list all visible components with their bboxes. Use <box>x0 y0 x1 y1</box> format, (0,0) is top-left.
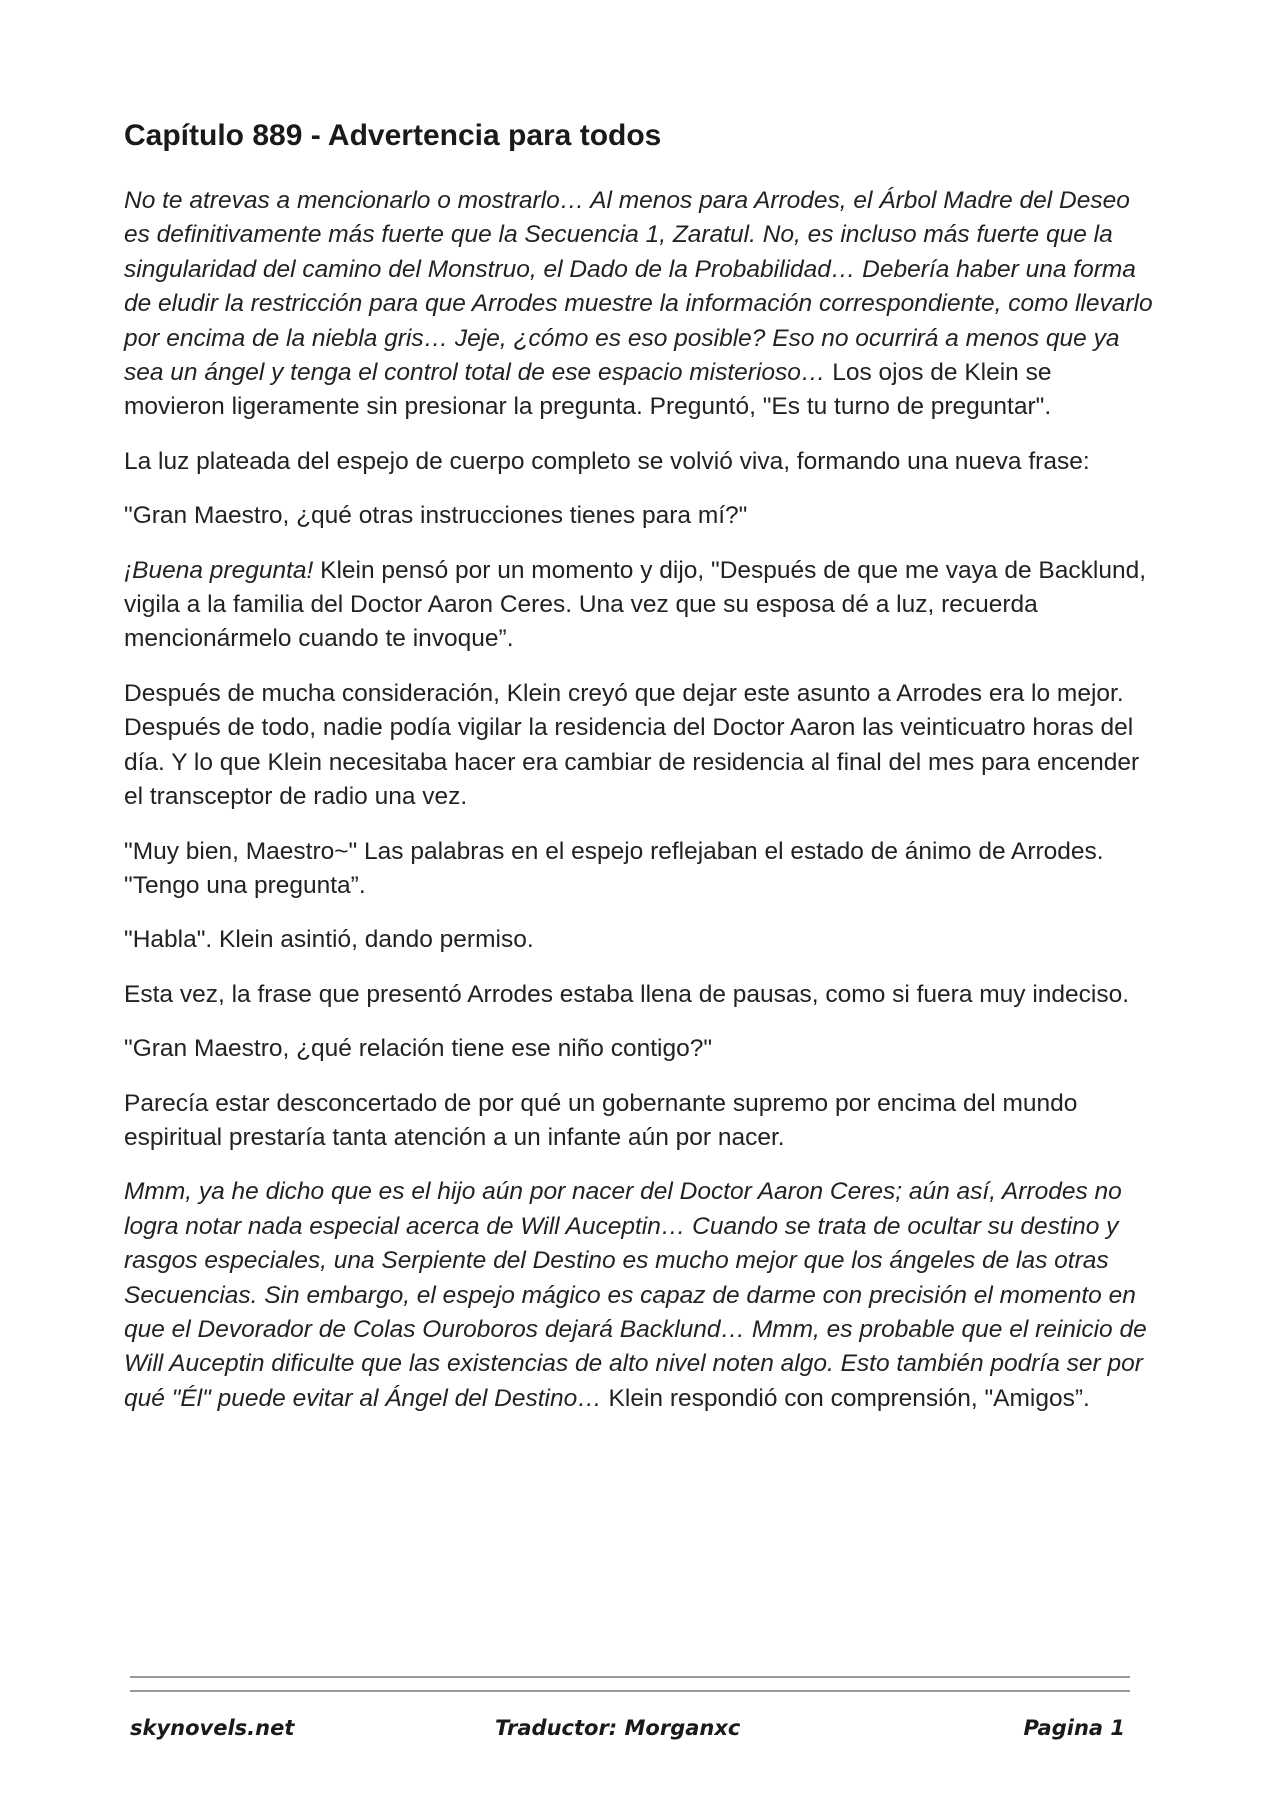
page-footer <box>130 1716 1125 1750</box>
text-segment: Esta vez, la frase que presentó Arrodes estaba llena de pausas, como si fuera muy indeciso. <box>124 980 1130 1008</box>
paragraph <box>124 1175 1154 1416</box>
text-segment: Después de mucha consideración, Klein creyó que dejar este asunto a Arrodes era lo mejor. Después de todo, nadie podía vigilar la residencia del Doctor Aaron las veinticuatro horas del día. Y lo que Klein necesitaba hacer era cambiar de residencia al final del mes para encender el transceptor de radio una vez. <box>124 679 1140 811</box>
text-segment: "Muy bien, Maestro~" Las palabras en el espejo reflejaban el estado de ánimo de Arrodes. "Tengo una pregunta”. <box>124 837 1104 899</box>
footer-divider-line <box>130 1690 1130 1692</box>
paragraph <box>124 978 1154 1012</box>
footer-site: skynovels.net <box>130 1716 295 1740</box>
italic-text: ¡Buena pregunta! <box>124 556 314 584</box>
text-segment: "Gran Maestro, ¿qué otras instrucciones tienes para mí?" <box>124 502 748 530</box>
italic-text: No te atrevas a mencionarlo o mostrarlo… Al menos para Arrodes, el Árbol Madre del Deseo es definitivamente más fuerte que la Secuencia 1, Zaratul. No, es incluso más fuerte que la singularidad del camino del Monstruo, el Dado de la Probabilidad… Debería haber una forma de eludir la restricción para que Arrodes muestre la información correspondiente, como llevarlo por encima de la niebla gris… Jeje, ¿cómo es eso posible? Eso no ocurrirá a menos que ya sea un ángel y tenga el control total de ese espacio misterioso… <box>124 187 1153 387</box>
text-segment: Los ojos de Klein se movieron ligeramente sin presionar la pregunta. Preguntó, "Es tu turno de preguntar". <box>124 359 1052 421</box>
chapter-title: Capítulo 889 - Advertencia para todos <box>124 119 662 152</box>
paragraph <box>124 184 1154 425</box>
document-page <box>124 118 1154 1436</box>
footer-divider-line <box>130 1676 1130 1678</box>
paragraph <box>124 923 1154 957</box>
text-segment: Parecía estar desconcertado de por qué un gobernante supremo por encima del mundo espiritual prestaría tanta atención a un infante aún por nacer. <box>124 1089 1078 1151</box>
paragraph <box>124 835 1154 904</box>
text-segment: Klein respondió con comprensión, "Amigos”. <box>601 1384 1090 1412</box>
text-segment: La luz plateada del espejo de cuerpo completo se volvió viva, formando una nueva frase: <box>124 447 1090 475</box>
text-segment: "Habla". Klein asintió, dando permiso. <box>124 926 534 954</box>
paragraph <box>124 1032 1154 1066</box>
italic-text: Mmm, ya he dicho que es el hijo aún por nacer del Doctor Aaron Ceres; aún así, Arrodes no logra notar nada especial acerca de Will Auceptin… Cuando se trata de ocultar su destino y rasgos especiales, una Serpiente del Destino es mucho mejor que los ángeles de las otras Secuencias. Sin embargo, el espejo mágico es capaz de darme con precisión el momento en que el Devorador de Colas Ouroboros dejará Backlund… Mmm, es probable que el reinicio de Will Auceptin dificulte que las existencias de alto nivel noten algo. Esto también podría ser por qué "Él" puede evitar al Ángel del Destino… <box>124 1178 1147 1412</box>
paragraph <box>124 1087 1154 1156</box>
footer-translator: Traductor: Morganxc <box>495 1716 741 1740</box>
paragraph <box>124 677 1154 815</box>
paragraph <box>124 554 1154 657</box>
paragraph <box>124 499 1154 533</box>
paragraph <box>124 445 1154 479</box>
footer-divider <box>130 1676 1130 1704</box>
text-segment: "Gran Maestro, ¿qué relación tiene ese niño contigo?" <box>124 1035 713 1063</box>
text-segment: Klein pensó por un momento y dijo, "Después de que me vaya de Backlund, vigila a la familia del Doctor Aaron Ceres. Una vez que su esposa dé a luz, recuerda mencionármelo cuando te invoque”. <box>124 556 1147 653</box>
chapter-body <box>124 184 1154 1416</box>
footer-page-number: Pagina 1 <box>1023 1716 1125 1740</box>
